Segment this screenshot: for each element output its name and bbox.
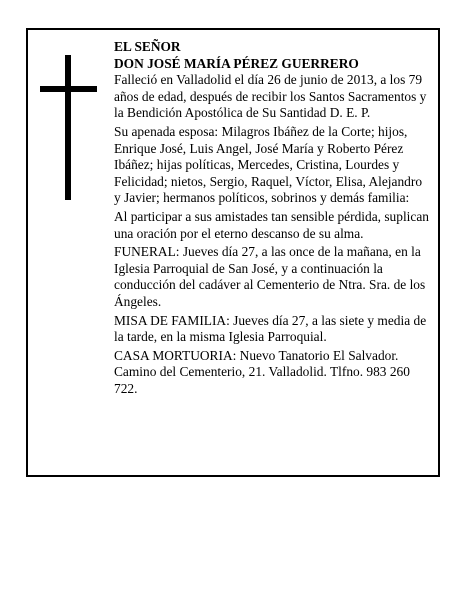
heading-title: EL SEÑOR xyxy=(114,39,181,54)
cross-vertical-bar xyxy=(65,55,71,200)
cross-horizontal-bar xyxy=(40,86,97,92)
funeral-home-details: CASA MORTUORIA: Nuevo Tanatorio El Salvador. Camino del Cementerio, 21. Valladolid. Tlfno. 983 260 722. xyxy=(114,347,410,396)
death-announcement: Falleció en Valladolid el día 26 de junio de 2013, a los 79 años de edad, después de recibir los Santos Sacramentos y la Bendición Apostólica de Su Santidad D. E. P. xyxy=(114,72,427,121)
deceased-name: DON JOSÉ MARÍA PÉREZ GUERRERO xyxy=(114,55,359,71)
obituary-notice xyxy=(26,28,440,477)
family-list: Su apenada esposa: Milagros Ibáñez de la Corte; hijos, Enrique José, Luis Angel, José María y Roberto Pérez Ibáñez; hijas políticas, Mercedes, Cristina, Lourdes y Felicidad; nietos, Sergio, Raquel, Víctor, Elisa, Alejandro y Javier; hermanos políticos, sobrinos y demás familia: xyxy=(114,123,423,206)
funeral-details: FUNERAL: Jueves día 27, a las once de la mañana, en la Iglesia Parroquial de San José, y a continuación la conducción del cadáver al Cementerio de Ntra. Sra. de los Ángeles. xyxy=(114,244,426,309)
latin-cross-icon xyxy=(40,55,97,200)
prayer-request: Al participar a sus amistades tan sensible pérdida, suplican una oración por el eterno descanso de su alma. xyxy=(114,208,429,241)
notice-text xyxy=(114,39,432,399)
family-mass-details: MISA DE FAMILIA: Jueves día 27, a las siete y media de la tarde, en la misma Iglesia Parroquial. xyxy=(114,312,427,345)
